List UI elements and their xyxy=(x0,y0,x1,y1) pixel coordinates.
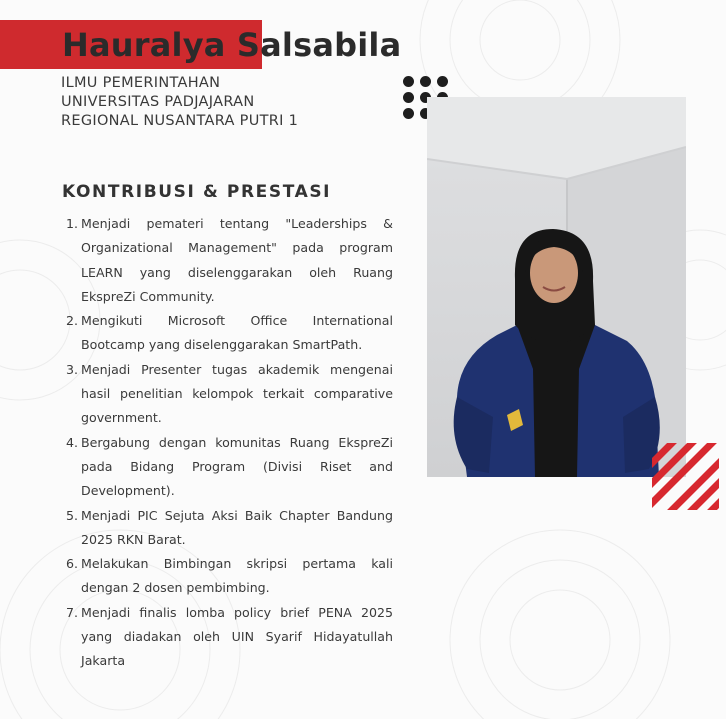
list-item-number: 1. xyxy=(66,216,79,231)
list-item-text: Menjadi finalis lomba policy brief PENA 2025 yang diadakan oleh UIN Syarif Hidayatullah Jakarta xyxy=(81,604,393,669)
list-item-text: Mengikuti Microsoft Office International Bootcamp yang diselenggarakan SmartPath. xyxy=(81,313,393,353)
profile-photo xyxy=(427,97,686,477)
affiliation-line-major: ILMU PEMERINTAHAN xyxy=(61,75,221,91)
list-item-number: 6. xyxy=(66,556,79,572)
list-item-text: Melakukan Bimbingan skripsi pertama kali dengan 2 dosen pembimbing. xyxy=(81,556,393,596)
list-item-number: 5. xyxy=(66,507,79,523)
list-item-text: Menjadi pemateri tentang "Leaderships & Organizational Management" pada program LEARN yang diselenggarakan oleh Ruang EkspreZi Community. xyxy=(81,216,393,304)
list-item-text: Menjadi Presenter tugas akademik mengenai hasil penelitian kelompok terkait comparative government. xyxy=(81,361,393,426)
list-item xyxy=(66,504,393,553)
affiliation-block xyxy=(61,74,298,131)
list-item-number: 3. xyxy=(66,361,79,377)
list-item-number: 4. xyxy=(66,434,79,450)
affiliation-line-region: REGIONAL NUSANTARA PUTRI 1 xyxy=(61,113,299,129)
achievement-list xyxy=(66,212,393,674)
list-item-text: Bergabung dengan komunitas Ruang EkspreZi pada Bidang Program (Divisi Riset and Development). xyxy=(81,434,393,499)
list-item-text: Menjadi PIC Sejuta Aksi Baik Chapter Bandung 2025 RKN Barat. xyxy=(81,507,393,547)
list-item xyxy=(66,358,393,431)
list-item xyxy=(66,431,393,504)
diagonal-stripes-decoration xyxy=(652,443,719,510)
list-item xyxy=(66,552,393,601)
list-item-number: 7. xyxy=(66,604,79,620)
section-title: KONTRIBUSI & PRESTASI xyxy=(62,182,332,202)
affiliation-line-university: UNIVERSITAS PADJAJARAN xyxy=(61,94,255,110)
person-name: Hauralya Salsabila xyxy=(62,26,402,64)
list-item xyxy=(66,309,393,358)
list-item xyxy=(66,601,393,674)
list-item-number: 2. xyxy=(66,313,79,329)
list-item xyxy=(66,212,393,309)
